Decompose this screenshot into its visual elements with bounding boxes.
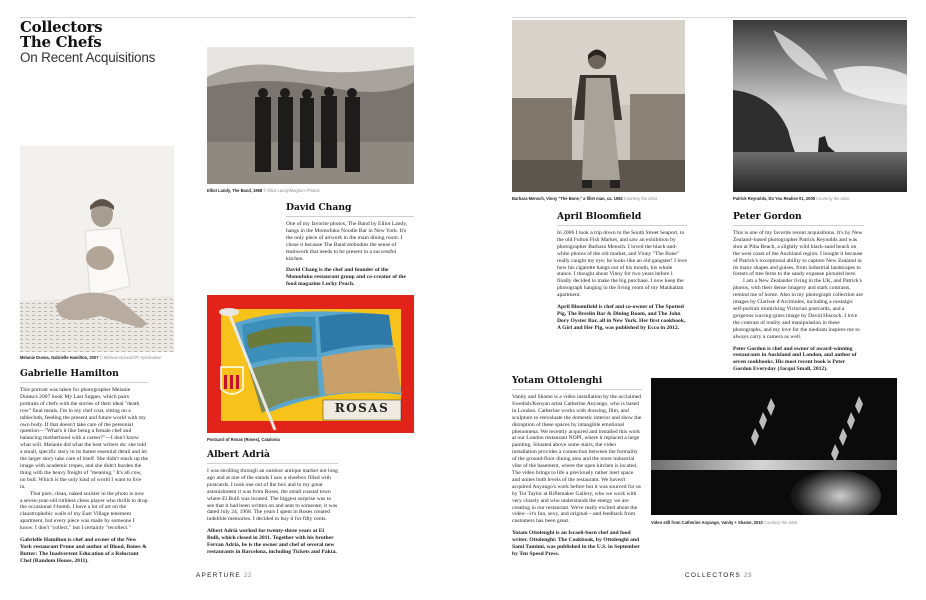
- entry-albert-adria: [207, 449, 338, 556]
- entry-body: One of my favorite photos, The Band by Elliot Landy, hangs in the Momofuku Noodle Bar in New York. It's the only piece of artwork in the main dining room. I chose it because The Band embodies the sense of teamwork that needs to be present in a successful kitchen. David Chang is the chef and founder of the Momofuku restaurant group and co-creator of the food magazine Lucky Peach.: [286, 221, 414, 288]
- chef-bio: Yotam Ottolenghi is an Israeli-born chef and food writer. Ottolenghi: The Cookbook, by Ottolenghi and Sami Tamimi, was published in the U.S. in September by Ten Speed Press.: [512, 530, 640, 557]
- photo-piha-beach: [733, 20, 907, 192]
- chef-name: Gabrielle Hamilton: [20, 368, 148, 383]
- photo-vinny-the-bone: [512, 20, 685, 192]
- entry-body: I was strolling through an outdoor antique market not long ago and at one of the stands I saw a shoebox filled with postcards. I took one out of the box and to my great astonishment it was from Roses, the small coastal town where El Bulli was located. The biggest surprise was to see that it had been written on and sent to someone; it was dated July 24, 1968. The years I spent in Roses created indelible memories. I decided to buy it for fifty cents. Albert Adrià worked for twenty-three years at El Bulli, which closed in 2011. Together with his brother Ferran Adrià, he is the owner and chef of several new restaurants in Barcelona, including Tickets and Pakta.: [207, 468, 338, 555]
- photo-the-band: [207, 47, 414, 184]
- chef-name: April Bloomfield: [557, 211, 687, 226]
- caption-bloomfield: Barbara Mensch, Vinny "The Bone," a fillet man, ca. 1982 Courtesy the artist: [512, 196, 658, 201]
- entry-david-chang: [286, 202, 414, 288]
- chef-bio: Peter Gordon is chef and owner of award-winning restaurants in Auckland and London, and author of seven cookbooks. His most recent book is Peter Gordon Everyday (Jacqui Small, 2012).: [733, 345, 857, 373]
- chef-name: Yotam Ottolenghi: [512, 375, 642, 390]
- article-title: [20, 20, 155, 65]
- folio-left: APERTURE 22: [196, 572, 252, 579]
- entry-gabrielle-hamilton: [20, 368, 148, 565]
- photo-gabrielle-hamilton: [20, 146, 174, 352]
- entry-yotam-ottolenghi: [512, 375, 642, 558]
- chef-bio: Albert Adrià worked for twenty-three years at El Bulli, which closed in 2011. Together with his brother Ferran Adrià, he is the owner and chef of several new restaurants in Barcelona, including Tickets and Pakta.: [207, 528, 337, 555]
- caption-hamilton: Melanie Dunea, Gabrielle Hamilton, 2007 © Melanie Dunea/CPi Syndication: [20, 355, 162, 360]
- entry-april-bloomfield: [557, 211, 687, 332]
- title-line-2: The Chefs: [20, 33, 102, 51]
- chef-bio: Gabrielle Hamilton is chef and owner of the New York restaurant Prune and author of Blood, Bones & Butter: The Inadvertent Education of a Reluctant Chef (Random House, 2011).: [20, 537, 147, 564]
- chef-bio: David Chang is the chef and founder of the Momofuku restaurant group and co-creator of the food magazine Lucky Peach.: [286, 267, 406, 288]
- chef-name: Peter Gordon: [733, 211, 864, 226]
- photo-rosas-postcard: [207, 295, 414, 433]
- subtitle: On Recent Acquisitions: [20, 50, 156, 65]
- entry-body: Vanity and Shame is a video installation by the acclaimed Swedish/Kenyan artist Catherine Anyango, who is based in London. Catherine works with drawing, film, and sculpture to reevaluate the domestic interior and show the disruption of these spaces by intangible emotional phenomena. We recently acquired and installed this work at our London restaurant NOPI, where it replaced a large painting. Situated above some stairs, the video installation provides a connection between the formality of the ground-floor dining area and the more industrial vibe of the basement, where the open kitchen is located. The video brings to life a previously rather inert space and unites both levels of the restaurant. We haven't acquired Anyango's work before but it was sourced for us by Tot Taylor at Riflemaker Gallery, who we work with very closely and who understands the energy we are creating in our restaurant. We're really excited about the video—it's fun, sexy, and original—and feedback from customers has been great. Yotam Ottolenghi is an Israeli-born chef and food writer. Ottolenghi: The Cookbook, by Ottolenghi and Sami Tamimi, was published in the U.S. in September by Ten Speed Press.: [512, 394, 642, 557]
- top-rule-right: [512, 17, 907, 18]
- caption-chang: Elliot Landy, The Band, 1968 © Elliot Landy/Magnum Photos: [207, 188, 320, 193]
- entry-body: This is one of my favorite recent acquisitions. It's by New Zealand–based photographer Patrick Reynolds and was shot at Piha Beach, a slightly wild black-sand beach on the west coast of the Auckland region. I bought it because of Patrick's exceptional ability to capture New Zealand in its many shapes and guises, from industrial landscapes to forests of tree ferns to the sandy expanse pictured here. I am a New Zealander living in the UK, and Patrick's photos, with their dense imagery and stark contrasts, remind me of home. Also in my photograph collection are images by Clarisse d'Arcimoles, including a nostalgic self-portrait mimicking Victorian postcards, and a gorgeous waving-grass image by David Hiscock. I love the contrast of reality and manipulation in these photographs, and my love for the medium inspires me to always carry a camera as well. Peter Gordon is chef and owner of award-winning restaurants in Auckland and London, and author of seven cookbooks. His most recent book is Peter Gordon Everyday (Jacqui Small, 2012).: [733, 230, 863, 373]
- caption-gordon: Patrick Reynolds, Do You Realise 01, 2005 Courtesy the artist: [733, 196, 850, 201]
- entry-body: This portrait was taken for photographer Melanie Dunea's 2007 book My Last Supper, which pairs portraits of chefs with the stories of their ideal "death row" final meals. I'm in my chef coat, sitting on a tablecloth, feeding the present and future world with my own body. If that doesn't take care of the perennial question—"What's it like being a female chef and balancing motherhood with a career?"—I don't know what will. Melanie did what the best writers do: she told a small, specific story in its barest essential detail and let the larger story take care of itself. She didn't muck up the image with academic tropes, and she didn't burden the thing with the heavy freight of "meaning." It's all cow, no bull. Which is the only kind of world I want to live in. That pure, clean, naked suckler in the photo is now a seven-year-old ruthless chess player who thrills to drop the occasional f-bomb. I have a lot of art on the claustrophobic walls of my East Village tenement apartment, but every piece was made by someone I know. I don't "collect," but I certainly "recollect." Gabrielle Hamilton is chef and owner of the New York restaurant Prune and author of Blood, Bones & Butter: The Inadvertent Education of a Reluctant Chef (Random House, 2011).: [20, 387, 148, 564]
- chef-bio: April Bloomfield is chef and co-owner of The Spotted Pig, The Breslin Bar & Dining Room, and The John Dory Oyster Bar, all in New York. Her first cookbook, A Girl and Her Pig, was published by Ecco in 2012.: [557, 304, 686, 331]
- photo-vanity-shame-still: [651, 378, 897, 515]
- folio-right: COLLECTORS 23: [685, 572, 752, 579]
- caption-ottolenghi: Video still from Catherine Anyango, Vanity + Shame, 2010 Courtesy the artist: [651, 520, 798, 525]
- caption-adria: Postcard of Rosas (Roses), Catalonia: [207, 437, 280, 442]
- chef-name: Albert Adrià: [207, 449, 338, 464]
- title-line-1: Collectors: [20, 18, 103, 36]
- entry-peter-gordon: [733, 211, 864, 373]
- chef-name: David Chang: [286, 202, 414, 217]
- entry-body: In 2006 I took a trip down to the South Street Seaport, to the old Fulton Fish Market, and saw an exhibition by photographer Barbara Mensch. I loved the black-and-white photos of the old market, and Vinny "The Bone" really caught my eye; he looks like an old gangster! I love how his cigarette hangs out of his mouth, his whole stance. I thought about Vinny for two years before I finally decided to make the big purchase. I now keep the photograph hanging in the living room of my Manhattan apartment. April Bloomfield is chef and co-owner of The Spotted Pig, The Breslin Bar & Dining Room, and The John Dory Oyster Bar, all in New York. Her first cookbook, A Girl and Her Pig, was published by Ecco in 2012.: [557, 230, 688, 331]
- postcard-label: ROSAS: [334, 401, 390, 415]
